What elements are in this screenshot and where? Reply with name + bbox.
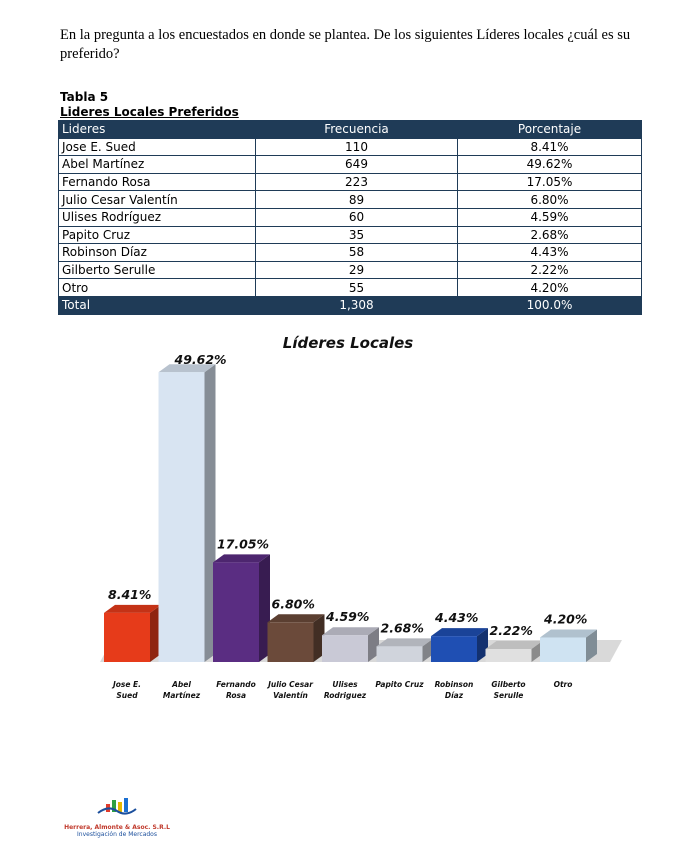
cell-frequency: 89	[256, 191, 458, 209]
cell-leader: Ulises Rodríguez	[59, 208, 256, 226]
cell-percentage: 4.20%	[458, 279, 642, 297]
bar	[322, 635, 368, 662]
header-porcentaje: Porcentaje	[458, 121, 642, 139]
category-label: Serulle	[493, 691, 524, 700]
bar	[431, 636, 477, 662]
bar	[377, 646, 423, 662]
company-logo-icon	[92, 795, 142, 817]
data-label: 4.43%	[435, 610, 479, 626]
cell-leader: Fernando Rosa	[59, 173, 256, 191]
cell-percentage: 17.05%	[458, 173, 642, 191]
cell-frequency: 60	[256, 208, 458, 226]
data-label: 6.80%	[271, 596, 315, 612]
data-label: 17.05%	[217, 536, 270, 552]
cell-percentage: 4.43%	[458, 244, 642, 262]
category-label: Fernando	[216, 680, 256, 689]
cell-leader: Gilberto Serulle	[59, 261, 256, 279]
cell-frequency: 649	[256, 156, 458, 174]
bar	[486, 649, 532, 662]
cell-percentage: 4.59%	[458, 208, 642, 226]
cell-frequency: 29	[256, 261, 458, 279]
company-name: Herrera, Almonte & Asoc. S.R.L	[64, 824, 170, 831]
intro-paragraph: En la pregunta a los encuestados en donde se plantea. De los siguientes Líderes locales ¿cuál es su preferido?	[60, 27, 631, 62]
bar	[268, 622, 314, 662]
category-label: Otro	[553, 680, 573, 689]
chart-title: Líderes Locales	[282, 334, 414, 352]
data-label: 4.59%	[326, 609, 370, 625]
cell-leader: Julio Cesar Valentín	[59, 191, 256, 209]
cell-frequency: 55	[256, 279, 458, 297]
cell-leader: Otro	[59, 279, 256, 297]
table-subtitle: Lideres Locales Preferidos	[60, 105, 239, 119]
data-label: 2.22%	[489, 623, 533, 639]
table-caption: Tabla 5	[60, 90, 109, 104]
header-frecuencia: Frecuencia	[256, 121, 458, 139]
cell-leader: Robinson Díaz	[59, 244, 256, 262]
category-label: Julio Cesar	[268, 680, 313, 689]
category-label: Jose E.	[112, 680, 142, 689]
category-label: Gilberto	[491, 680, 526, 689]
data-label: 2.68%	[380, 620, 424, 636]
cell-percentage: 8.41%	[458, 138, 642, 156]
category-label: Sued	[116, 691, 138, 700]
total-frequency: 1,308	[256, 296, 458, 314]
cell-percentage: 2.22%	[458, 261, 642, 279]
total-percentage: 100.0%	[458, 296, 642, 314]
data-label: 4.20%	[544, 611, 588, 627]
category-label: Díaz	[444, 691, 464, 700]
category-label: Ulises	[332, 680, 358, 689]
bar	[104, 613, 150, 662]
category-label: Robinson	[434, 680, 474, 689]
cell-percentage: 6.80%	[458, 191, 642, 209]
cell-leader: Jose E. Sued	[59, 138, 256, 156]
cell-frequency: 223	[256, 173, 458, 191]
header-lideres: Lideres	[59, 121, 256, 139]
cell-percentage: 49.62%	[458, 156, 642, 174]
footer-logo	[62, 795, 172, 838]
cell-percentage: 2.68%	[458, 226, 642, 244]
bar	[540, 637, 586, 662]
cell-leader: Abel Martínez	[59, 156, 256, 174]
bar	[213, 562, 259, 662]
cell-frequency: 58	[256, 244, 458, 262]
cell-leader: Papito Cruz	[59, 226, 256, 244]
data-label: 49.62%	[174, 352, 227, 368]
category-label: Abel	[172, 680, 191, 689]
cell-frequency: 110	[256, 138, 458, 156]
category-label: Valentín	[273, 691, 308, 700]
bar	[159, 372, 205, 662]
company-tagline: Investigación de Mercados	[77, 831, 157, 838]
total-label: Total	[59, 296, 256, 314]
category-label: Rodriguez	[323, 691, 367, 700]
data-label: 8.41%	[108, 586, 152, 602]
category-label: Papito Cruz	[375, 680, 424, 689]
cell-frequency: 35	[256, 226, 458, 244]
category-label: Rosa	[225, 691, 247, 700]
category-label: Martínez	[162, 691, 201, 700]
